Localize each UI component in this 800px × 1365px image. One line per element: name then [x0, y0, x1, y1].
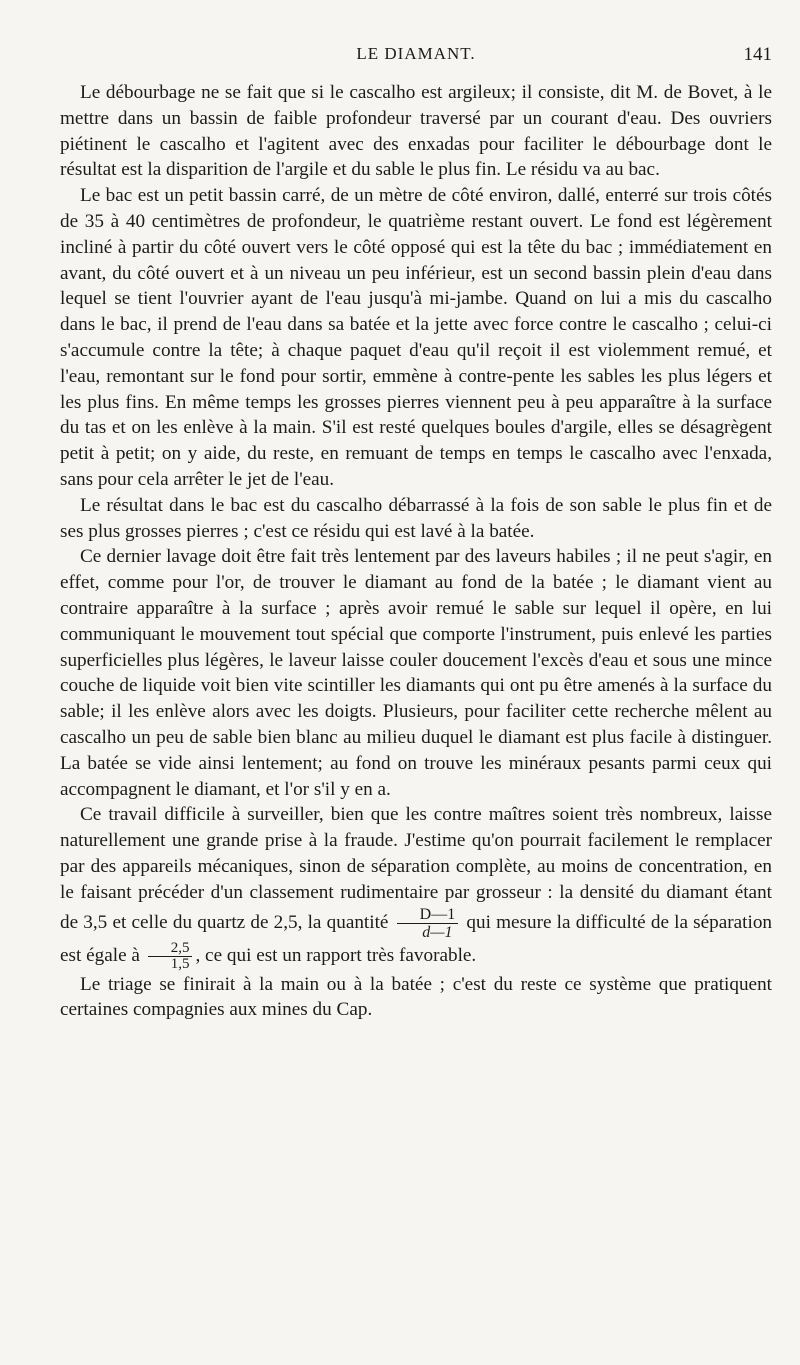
- running-title: LE DIAMANT.: [356, 44, 476, 63]
- paragraph-resultat: Le résultat dans le bac est du cascalho débarrassé à la fois de son sable le plus fin et de ses plus grosses pierres ; c'est ce résidu qui est lavé à la batée.: [60, 494, 772, 542]
- ratio-denominator: 1,5: [170, 955, 190, 972]
- paragraph-lavage: Ce dernier lavage doit être fait très lentement par des laveurs habiles ; il ne peut s'agir, en effet, comme pour l'or, de trouver le diamant au fond de la batée ; le diamant vient au contraire apparaître à la surface ; après avoir remué le sable sur lequel il opère, en lui communiquant le mouvement tout spécial que comporte l'instrument, puis enlevé les parties superficielles plus légères, le laveur laisse couler doucement l'excès d'eau et sous une mince couche de liquide voit bien vite scintiller les diamants qui ont pu être amenés à la surface du sable; il les enlève alors avec les doigts. Plusieurs, pour faciliter cette recherche mêlent au cascalho un peu de sable bien blanc au milieu duquel le diamant est plus facile à distinguer. La batée se vide ainsi lentement; au fond on trouve les minéraux pesants parmi ceux qui accompagnent le diamant, et l'or s'il y en a.: [60, 546, 772, 800]
- paragraph-bac: Le bac est un petit bassin carré, de un mètre de côté environ, dallé, enterré sur trois côtés de 35 à 40 centimètres de profondeur, le quatrième restant ouvert. Le fond est légèrement incliné à partir du côté ouvert vers le côté opposé qui est la tête du bac ; immédiatement en avant, du côté ouvert et à un niveau un peu inférieur, est un second bassin plein d'eau dans lequel se tient l'ouvrier ayant de l'eau jusqu'à mi-jambe. Quand on lui a mis du cascalho dans le bac, il prend de l'eau dans sa batée et la jette avec force contre le cascalho ; celui-ci s'accumule contre la tête; à chaque paquet d'eau qu'il reçoit il est violemment remué, et l'eau, remontant sur le fond pour sortir, emmène à contre-pente les sables les plus légers et les plus fins. En même temps les grosses pierres viennent peu à peu apparaître à la surface du tas et on les enlève à la main. S'il est resté quelques boules d'argile, elles se désagrègent petit à petit; on y aide, du reste, en remuant de temps en temps le cascalho avec l'enxada, sans pour cela arrêter le jet de l'eau.: [60, 185, 772, 490]
- formula-text-part1: Ce travail difficile à surveiller, bien que les contre maîtres soient très nombreux, laisse naturellement une grande prise à la fraude. J'estime qu'on pourrait facilement le remplacer par des appareils mécaniques, sinon de séparation complète, au moins de concentration, en le faisant précéder d'un classement rudimentaire par grosseur : la densité du diamant étant de 3,5 et celle du quartz de 2,5, la quantité: [60, 804, 772, 933]
- paragraph-triage: Le triage se finirait à la main ou à la batée ; c'est du reste ce système que pratiquent certaines compagnies aux mines du Cap.: [60, 973, 772, 1021]
- paragraph-debourbage: Le débourbage ne se fait que si le cascalho est argileux; il consiste, dit M. de Bovet, à le mettre dans un bassin de faible profondeur traversé par un courant d'eau. Des ouvriers piétinent le cascalho et l'agitent avec des enxadas pour faciliter le débourbage dont le résultat est la disparition de l'argile et du sable le plus fin. Le résidu va au bac.: [60, 82, 772, 181]
- formula-text-part2: qui mesure la difficulté de la séparation est égale à: [60, 911, 773, 966]
- page-number: 141: [743, 44, 772, 65]
- fraction-denominator: d—1: [422, 923, 453, 941]
- running-head: [60, 44, 772, 70]
- page-body: [60, 80, 772, 1023]
- fraction-ratio: [148, 941, 193, 972]
- paragraph-travail-formula: [60, 802, 772, 971]
- formula-text-part3: , ce qui est un rapport très favorable.: [195, 944, 477, 966]
- fraction-numerator: D—1: [397, 906, 459, 924]
- fraction-density-formula: [397, 906, 459, 941]
- ratio-numerator: 2,5: [148, 941, 193, 957]
